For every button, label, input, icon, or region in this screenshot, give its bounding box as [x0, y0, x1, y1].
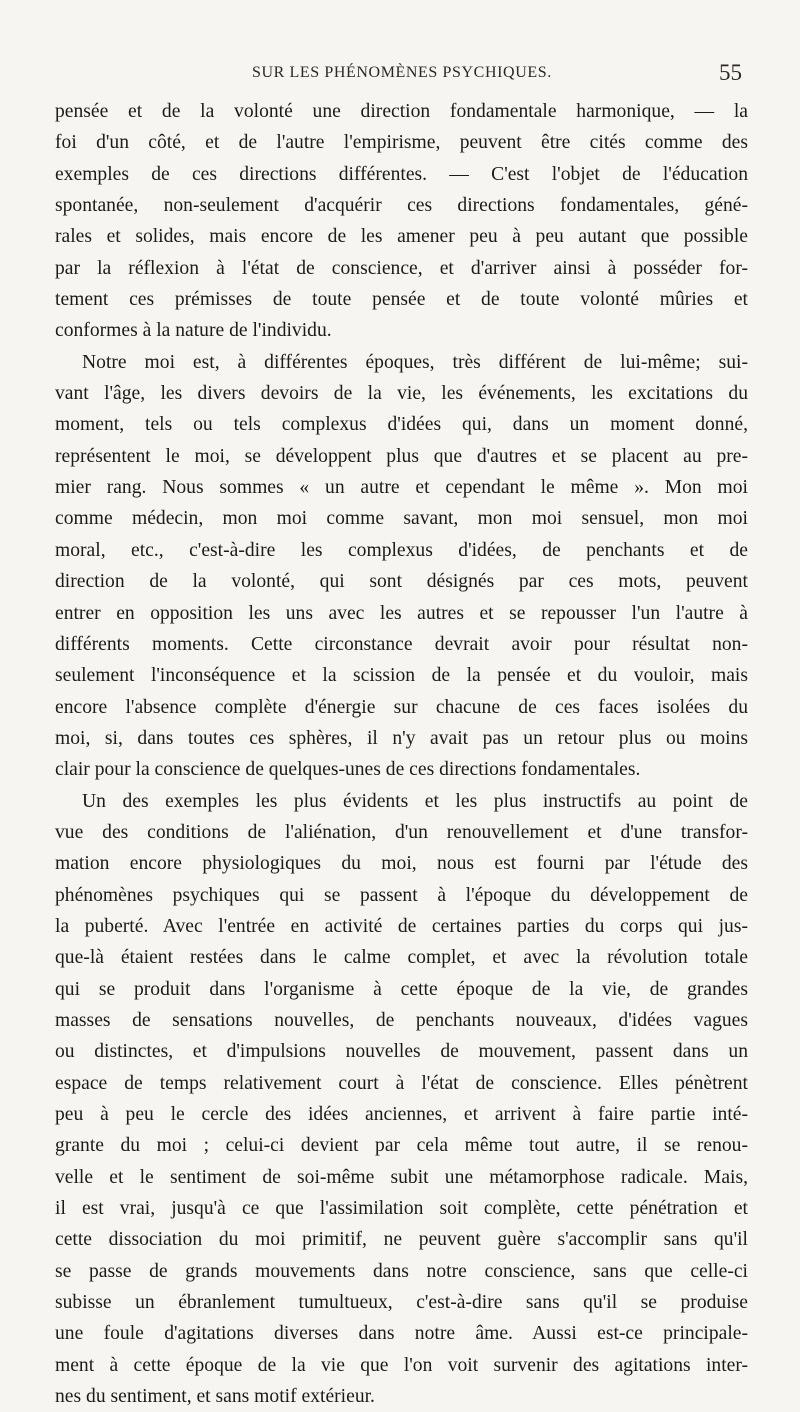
- text-line: subisse un ébranlement tumultueux, c'est-à-dire sans qu'il se produise: [55, 1292, 748, 1314]
- text-line: il est vrai, jusqu'à ce que l'assimilation soit complète, cette pénétration et: [55, 1198, 748, 1220]
- page-number: 55: [719, 60, 742, 85]
- text-line: exemples de ces directions différentes. — C'est l'objet de l'éducation: [55, 163, 748, 185]
- text-line: foi d'un côté, et de l'autre l'empirisme, peuvent être cités comme des: [55, 132, 748, 154]
- text-line: spontanée, non-seulement d'acquérir ces directions fondamentales, géné-: [55, 195, 748, 217]
- text-line: qui se produit dans l'organisme à cette époque de la vie, de grandes: [55, 978, 748, 1000]
- text-line: velle et le sentiment de soi-même subit une métamorphose radicale. Mais,: [55, 1166, 748, 1188]
- text-line: espace de temps relativement court à l'état de conscience. Elles pénètrent: [55, 1072, 748, 1094]
- text-line: peu à peu le cercle des idées anciennes, et arrivent à faire partie inté-: [55, 1104, 748, 1125]
- text-line: mier rang. Nous sommes « un autre et cependant le même ». Mon moi: [55, 477, 748, 499]
- text-line: moral, etc., c'est-à-dire les complexus d'idées, de penchants et de: [55, 539, 748, 561]
- text-line: encore l'absence complète d'énergie sur chacune de ces faces isolées du: [55, 696, 748, 718]
- text-line: différents moments. Cette circonstance devrait avoir pour résultat non-: [55, 633, 748, 655]
- text-line: conformes à la nature de l'individu.: [55, 320, 332, 342]
- text-line: vue des conditions de l'aliénation, d'un renouvellement et d'une transfor-: [55, 821, 748, 843]
- text-line: se passe de grands mouvements dans notre conscience, sans que celle-ci: [55, 1260, 748, 1282]
- text-line: pensée et de la volonté une direction fondamentale harmonique, — la: [55, 101, 748, 122]
- text-line: grante du moi ; celui-ci devient par cela même tout autre, il se renou-: [55, 1135, 748, 1157]
- text-line: seulement l'inconséquence et la scission de la pensée et du vouloir, mais: [55, 665, 748, 687]
- text-line: direction de la volonté, qui sont désignés par ces mots, peuvent: [55, 571, 748, 593]
- text-line: une foule d'agitations diverses dans notre âme. Aussi est-ce principale-: [55, 1323, 748, 1345]
- text-line: ou distinctes, et d'impulsions nouvelles de mouvement, passent dans un: [55, 1041, 748, 1063]
- text-line: tement ces prémisses de toute pensée et de toute volonté mûries et: [55, 289, 748, 311]
- running-title: SUR LES PHÉNOMÈNES PSYCHIQUES.: [252, 64, 552, 81]
- text-line: Un des exemples les plus évidents et les plus instructifs au point de: [82, 790, 748, 812]
- text-line: représentent le moi, se développent plus que d'autres et se placent au pre-: [55, 445, 748, 467]
- text-line: entrer en opposition les uns avec les autres et se repousser l'un l'autre à: [55, 602, 748, 624]
- body-text: [55, 96, 748, 1412]
- text-line: phénomènes psychiques qui se passent à l'époque du développement de: [55, 884, 748, 906]
- text-line: Notre moi est, à différentes époques, très différent de lui-même; sui-: [82, 351, 748, 373]
- text-line: vant l'âge, les divers devoirs de la vie, les événements, les excitations du: [55, 383, 748, 405]
- text-line: par la réflexion à l'état de conscience, et d'arriver ainsi à posséder for-: [55, 257, 748, 279]
- text-line: cette dissociation du moi primitif, ne peuvent guère s'accomplir sans qu'il: [55, 1229, 748, 1251]
- text-line: masses de sensations nouvelles, de penchants nouveaux, d'idées vagues: [55, 1009, 748, 1031]
- text-line: ment à cette époque de la vie que l'on voit survenir des agitations inter-: [55, 1354, 748, 1376]
- text-line: nes du sentiment, et sans motif extérieur.: [55, 1386, 375, 1408]
- text-line: clair pour la conscience de quelques-unes de ces directions fondamentales.: [55, 759, 641, 781]
- text-line: que-là étaient restées dans le calme complet, et avec la révolution totale: [55, 947, 748, 969]
- text-line: la puberté. Avec l'entrée en activité de certaines parties du corps qui jus-: [55, 915, 748, 937]
- text-line: mation encore physiologiques du moi, nous est fourni par l'étude des: [55, 853, 748, 875]
- text-line: moment, tels ou tels complexus d'idées qui, dans un moment donné,: [55, 414, 748, 436]
- running-head: [82, 60, 742, 94]
- text-line: comme médecin, mon moi comme savant, mon moi sensuel, mon moi: [55, 508, 748, 530]
- text-line: rales et solides, mais encore de les amener peu à peu autant que possible: [55, 226, 748, 248]
- text-line: moi, si, dans toutes ces sphères, il n'y avait pas un retour plus ou moins: [55, 727, 748, 749]
